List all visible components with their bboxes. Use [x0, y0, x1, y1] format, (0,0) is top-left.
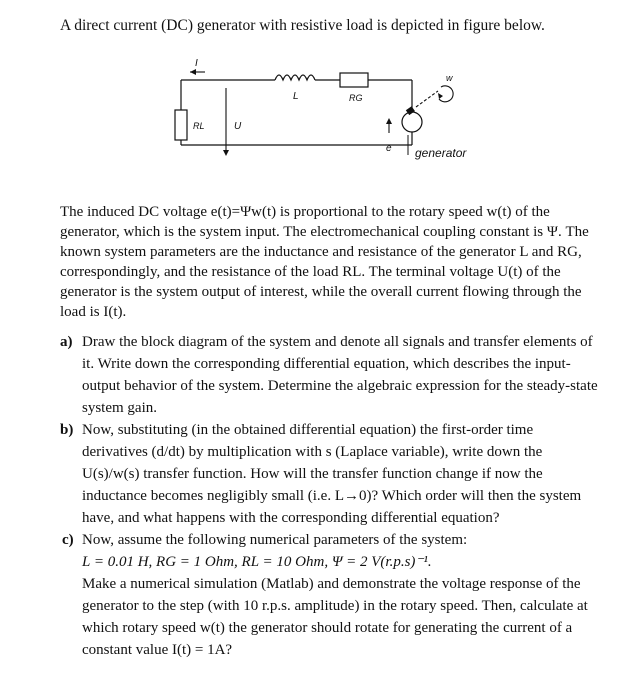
task-c-text2: Make a numerical simulation (Matlab) and demonstrate the voltage response of the generator to the step (with 10 r.p.s. amplitude) in the rotary speed. Then, calculate at which rotary speed w(t) the generator should rotate for generating the current of a constant value I(t) = 1A?	[82, 576, 588, 658]
intro-sentence: A direct current (DC) generator with resistive load is depicted in figure below.	[60, 17, 545, 34]
label-e: e	[386, 143, 392, 154]
task-a	[60, 331, 600, 419]
label-RL: RL	[193, 121, 205, 131]
label-L: L	[293, 91, 299, 102]
task-list	[60, 331, 600, 661]
task-b-marker: b)	[60, 422, 74, 438]
task-a-marker: a)	[60, 334, 73, 350]
task-c	[60, 529, 600, 661]
label-generator: generator	[415, 146, 467, 160]
task-b-text: Now, substituting (in the obtained differential equation) the first-order time derivatives (d/dt) by multiplication with s (Laplace variable), write down the U(s)/w(s) transfer function. How will the transfer function change if now the inductance becomes negligibly small (i.e. L→0)? Which order will then the system have, and what happens with the corresponding differential equation?	[82, 422, 582, 526]
description-text: The induced DC voltage e(t)=Ψw(t) is proportional to the rotary speed w(t) of the generator, which is the system input. The electromechanical coupling constant is Ψ. The known system parameters are the inductance and resistance of the generator L and RG, correspondingly, and the resistance of the load RL. The terminal voltage U(t) of the generator is the system output of interest, while the overall current flowing through the load is I(t).	[60, 204, 589, 320]
label-I: I	[195, 58, 198, 69]
label-RG: RG	[349, 93, 363, 103]
label-U: U	[234, 121, 242, 132]
description-paragraph	[60, 202, 600, 322]
task-c-text: Now, assume the following numerical parameters of the system:	[82, 532, 468, 548]
task-c-params: L = 0.01 H, RG = 1 Ohm, RL = 10 Ohm, Ψ = 2 V(r.p.s)⁻¹.	[82, 554, 432, 570]
label-w: w	[446, 73, 453, 83]
task-c-marker: c)	[62, 532, 74, 548]
task-a-text: Draw the block diagram of the system and denote all signals and transfer elements of it. Write down the corresponding differential equation, which describes the input-output behavior of the system. Determine the algebraic expression for the steady-state system gain.	[82, 334, 598, 416]
task-b	[60, 419, 600, 529]
circuit-diagram	[150, 55, 490, 175]
